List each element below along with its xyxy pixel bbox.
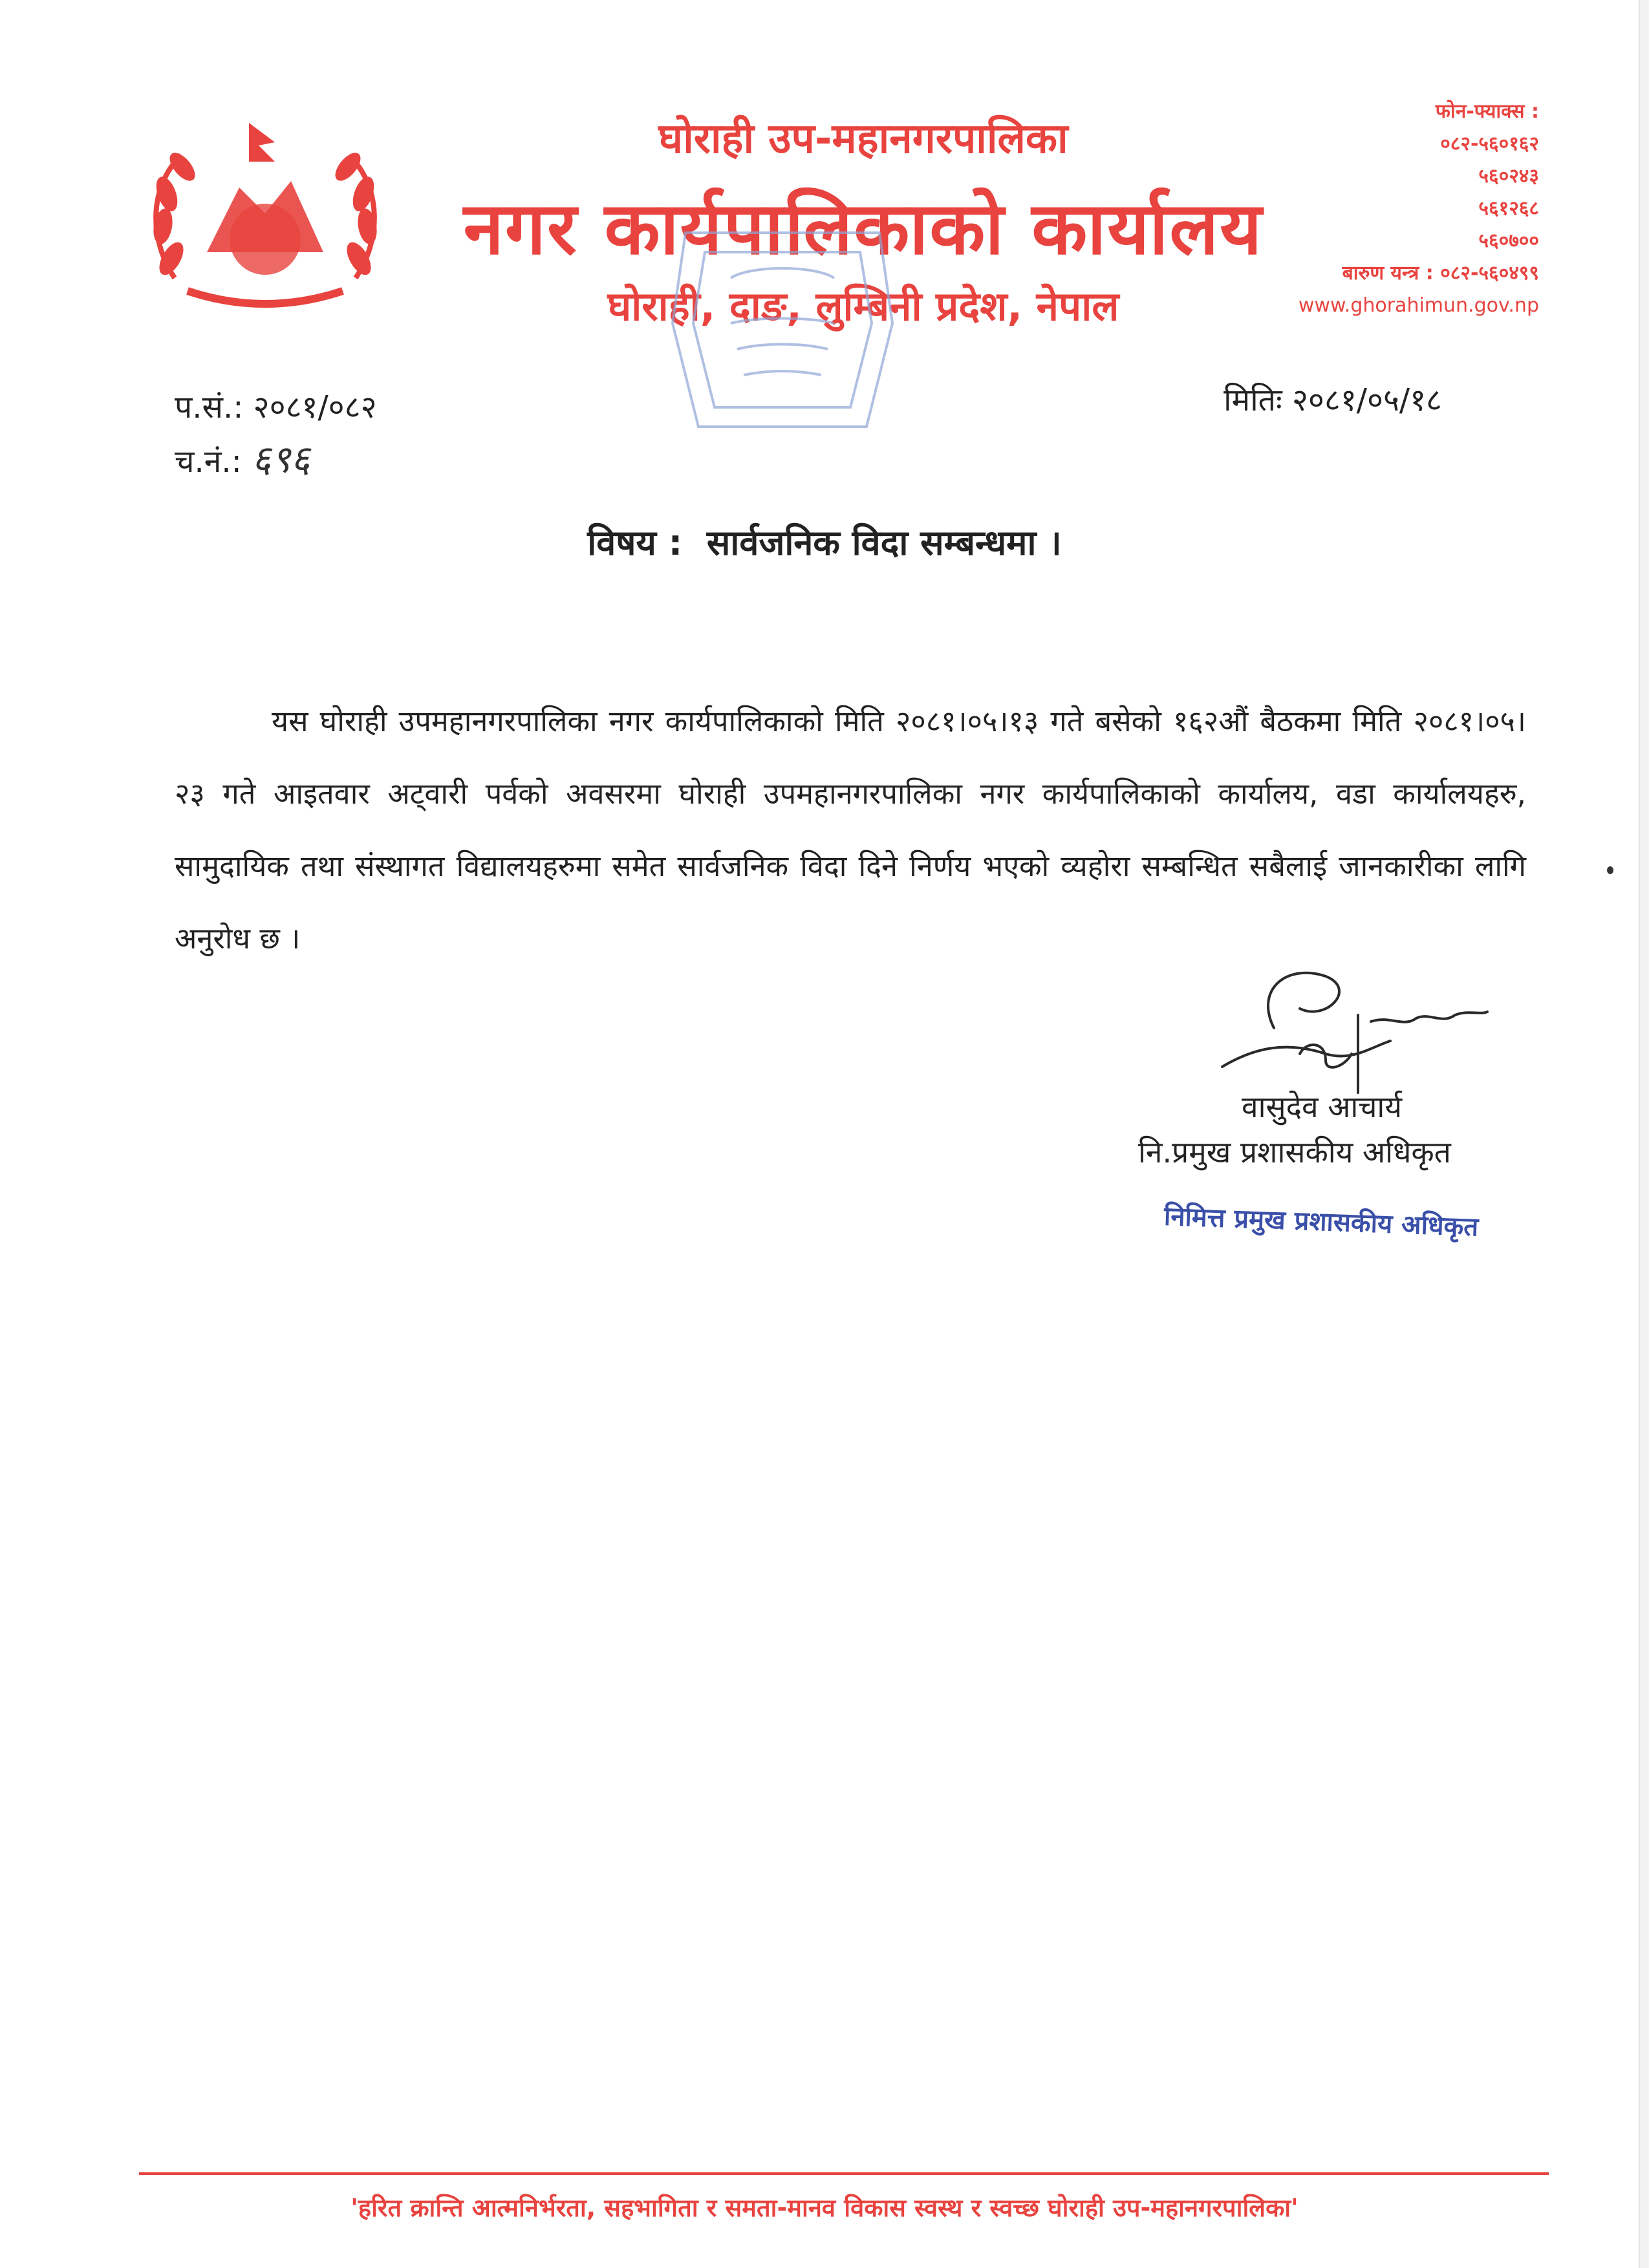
patra-label: प.सं.: xyxy=(175,389,253,425)
office-address: घोराही, दाङ, लुम्बिनी प्रदेश, नेपाल xyxy=(607,283,1119,330)
signatory-title: नि.प्रमुख प्रशासकीय अधिकृत xyxy=(1138,1135,1451,1170)
contact-fire: बारुण यन्त्र : ०८२-५६०४९९ xyxy=(1342,262,1539,284)
contact-phone: ०८२-५६०१६२ xyxy=(1440,133,1539,155)
subject-label: विषय : xyxy=(587,522,683,563)
patra-sankhya xyxy=(175,381,377,433)
footer-divider xyxy=(139,2172,1549,2175)
patra-value: २०८१/०८२ xyxy=(253,389,377,425)
footer-slogan: 'हरित क्रान्ति आत्मनिर्भरता, सहभागिता र समता-मानव विकास स्वस्थ र स्वच्छ घोराही उप-महानगरपालिका' xyxy=(350,2194,1299,2222)
signature-icon xyxy=(1196,950,1494,1106)
letter-body: यस घोराही उपमहानगरपालिका नगर कार्यपालिकाको मिति २०८१।०५।१३ गते बसेको १६२औं बैठकमा मिति २०८१।०५।२३ गते आइतवार अट्वारी पर्वको अवसरमा घोराही उपमहानगरपालिका नगर कार्यपालिकाको कार्यालय, वडा कार्यालयहरु, सामुदायिक तथा संस्थागत विद्यालयहरुमा समेत सार्वजनिक विदा दिने निर्णय भएको व्यहोरा सम्बन्धित सबैलाई जानकारीका लागि अनुरोध छ । xyxy=(175,704,1526,956)
date-value: २०८१/०५/१८ xyxy=(1291,382,1442,418)
scan-speck xyxy=(1607,866,1613,874)
contact-website: www.ghorahimun.gov.np xyxy=(1298,294,1539,317)
contact-block xyxy=(1299,96,1539,322)
contact-phone: ५६०७०० xyxy=(1478,230,1539,252)
contact-label: फोन-फ्याक्स : xyxy=(1435,100,1539,123)
office-stamp-icon xyxy=(647,194,918,453)
signatory-stamp: निमित्त प्रमुख प्रशासकीय अधिकृत xyxy=(1163,1201,1479,1243)
contact-phone: ५६१२६८ xyxy=(1478,197,1539,220)
contact-phone: ५६०२४३ xyxy=(1478,165,1539,187)
office-name-line2: नगर कार्यपालिकाको कार्यालय xyxy=(463,187,1264,271)
chalani-value: ६९६ xyxy=(252,437,310,481)
letter-date xyxy=(1223,378,1442,420)
signatory-name: वासुदेव आचार्य xyxy=(1242,1089,1403,1124)
subject-text: सार्वजनिक विदा सम्बन्धमा । xyxy=(706,522,1062,563)
subject-line xyxy=(0,517,1649,565)
chalani-label: च.नं.: xyxy=(175,444,252,480)
page-edge xyxy=(1639,0,1649,2268)
office-name-line1: घोराही उप-महानगरपालिका xyxy=(658,115,1068,163)
date-label: मितिः xyxy=(1223,382,1292,418)
chalani-number xyxy=(175,433,377,487)
reference-block xyxy=(175,381,377,487)
